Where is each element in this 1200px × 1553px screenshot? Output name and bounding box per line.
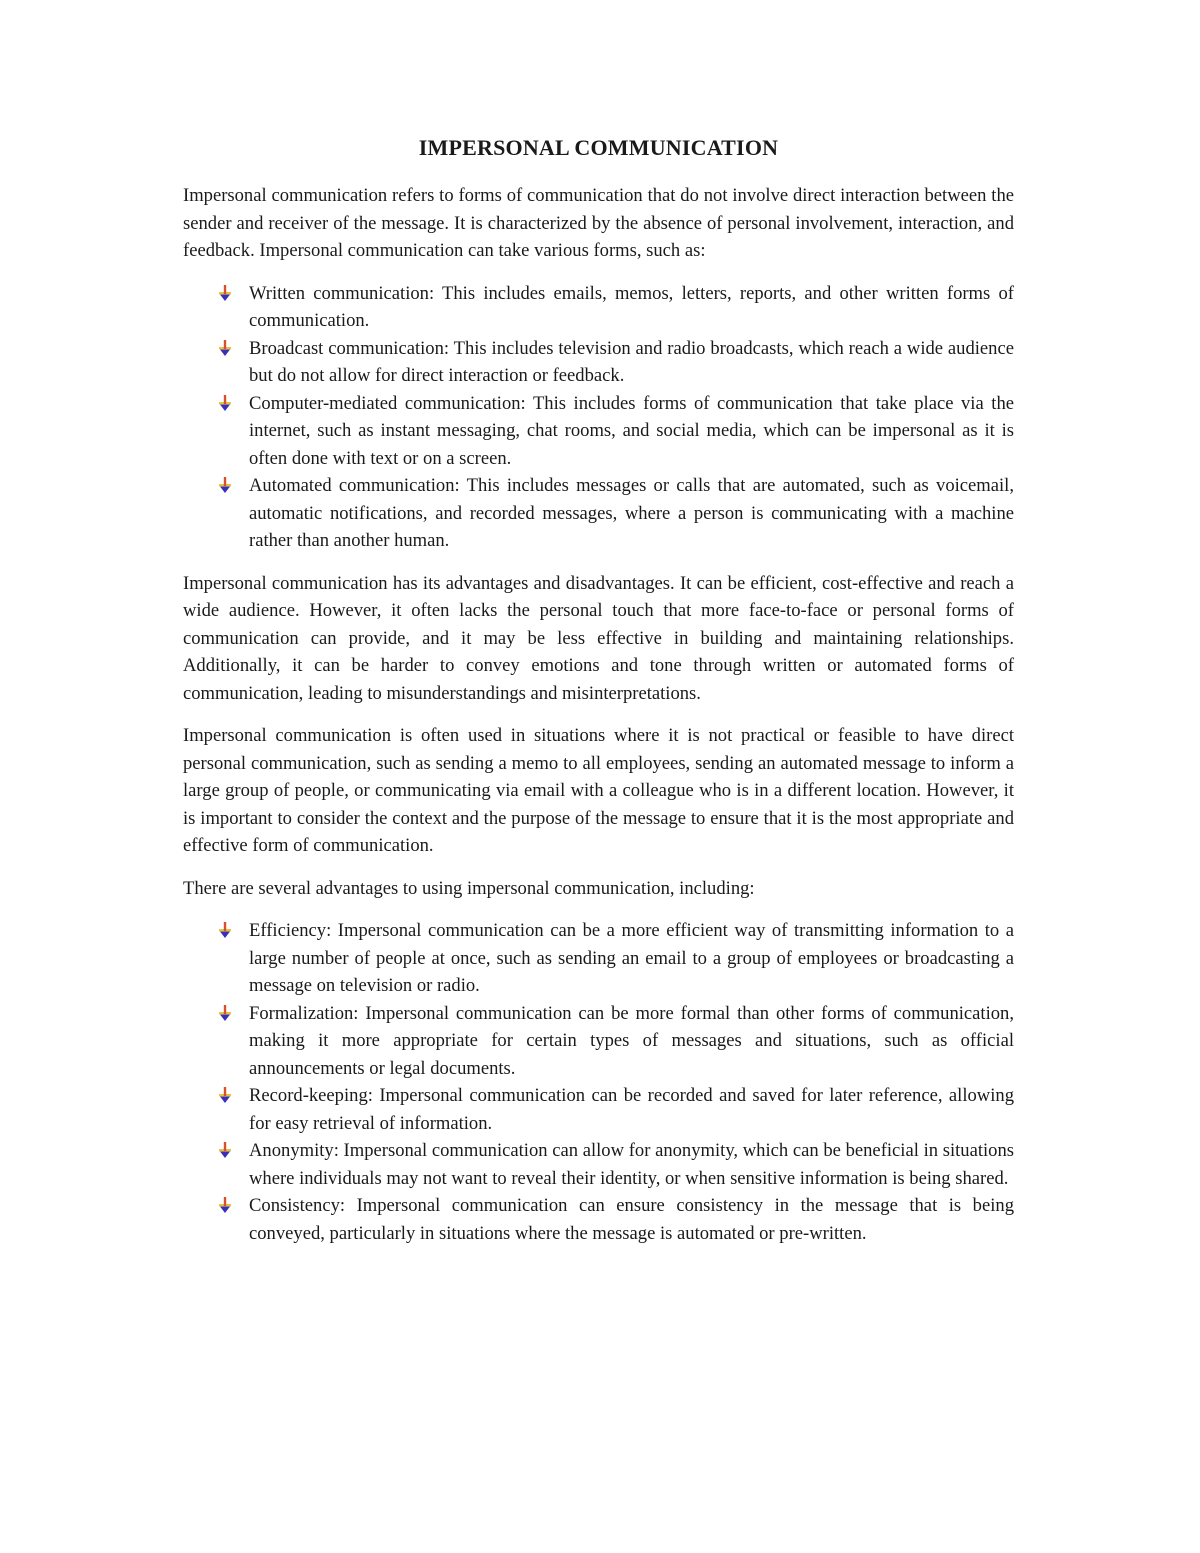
arrow-down-bullet-icon	[216, 1004, 234, 1022]
list-item-text: Broadcast communication: This includes television and radio broadcasts, which reach a wide audience but do not allow for direct interaction or feedback.	[249, 337, 1014, 386]
list-item	[249, 1137, 1014, 1192]
list-item-text: Anonymity: Impersonal communication can allow for anonymity, which can be beneficial in situations where individuals may not want to reveal their identity, or when sensitive information is being shared.	[249, 1140, 1014, 1189]
arrow-down-bullet-icon	[216, 476, 234, 494]
list-item-text: Efficiency: Impersonal communication can be a more efficient way of transmitting information to a large number of people at once, such as sending an email to a group of employees or broadcasting a message on television or radio.	[249, 920, 1014, 996]
arrow-down-bullet-icon	[216, 1086, 234, 1104]
page-title: IMPERSONAL COMMUNICATION	[418, 135, 779, 160]
list-item	[249, 1000, 1014, 1083]
arrow-down-bullet-icon	[216, 394, 234, 412]
list-item-text: Automated communication: This includes messages or calls that are automated, such as voicemail, automatic notifications, and recorded messages, where a person is communicating with a machine rather than another human.	[249, 475, 1014, 551]
intro-paragraph: Impersonal communication refers to forms of communication that do not involve direct interaction between the sender and receiver of the message. It is characterized by the absence of personal involvement, interaction, and feedback. Impersonal communication can take various forms, such as:	[183, 185, 1014, 261]
list-item-text: Consistency: Impersonal communication can ensure consistency in the message that is being conveyed, particularly in situations where the message is automated or pre-written.	[249, 1195, 1014, 1244]
list-item-text: Written communication: This includes emails, memos, letters, reports, and other written forms of communication.	[249, 282, 1014, 331]
arrow-down-bullet-icon	[216, 1196, 234, 1214]
list-item	[249, 472, 1014, 555]
arrow-down-bullet-icon	[216, 921, 234, 939]
forms-list	[183, 280, 1014, 555]
list-item	[249, 390, 1014, 473]
advantages-list	[183, 917, 1014, 1247]
list-item-text: Record-keeping: Impersonal communication can be recorded and saved for later reference, allowing for easy retrieval of information.	[249, 1085, 1014, 1134]
list-item-text: Computer-mediated communication: This includes forms of communication that take place via the internet, such as instant messaging, chat rooms, and social media, which can be impersonal as it is often done with text or on a screen.	[249, 392, 1014, 469]
list-item	[249, 1082, 1014, 1137]
list-item	[249, 917, 1014, 1000]
arrow-down-bullet-icon	[216, 1141, 234, 1159]
list-item-text: Formalization: Impersonal communication can be more formal than other forms of communication, making it more appropriate for certain types of messages and situations, such as official announcements or legal documents.	[249, 1002, 1014, 1079]
arrow-down-bullet-icon	[216, 284, 234, 302]
arrow-down-bullet-icon	[216, 339, 234, 357]
list-item	[249, 1192, 1014, 1247]
advantages-intro: There are several advantages to using impersonal communication, including:	[183, 877, 755, 899]
list-item	[249, 280, 1014, 335]
list-item	[249, 335, 1014, 390]
usage-paragraph: Impersonal communication is often used in situations where it is not practical or feasible to have direct personal communication, such as sending a memo to all employees, sending an automated message to inform a large group of people, or communicating via email with a colleague who is in a different location. However, it is important to consider the context and the purpose of the message to ensure that it is the most appropriate and effective form of communication.	[183, 725, 1014, 856]
advantages-disadvantages-paragraph: Impersonal communication has its advantages and disadvantages. It can be efficient, cost-effective and reach a wide audience. However, it often lacks the personal touch that more face-to-face or personal forms of communication can provide, and it may be less effective in building and maintaining relationships. Additionally, it can be harder to convey emotions and tone through written or automated forms of communication, leading to misunderstandings and misinterpretations.	[183, 572, 1014, 704]
